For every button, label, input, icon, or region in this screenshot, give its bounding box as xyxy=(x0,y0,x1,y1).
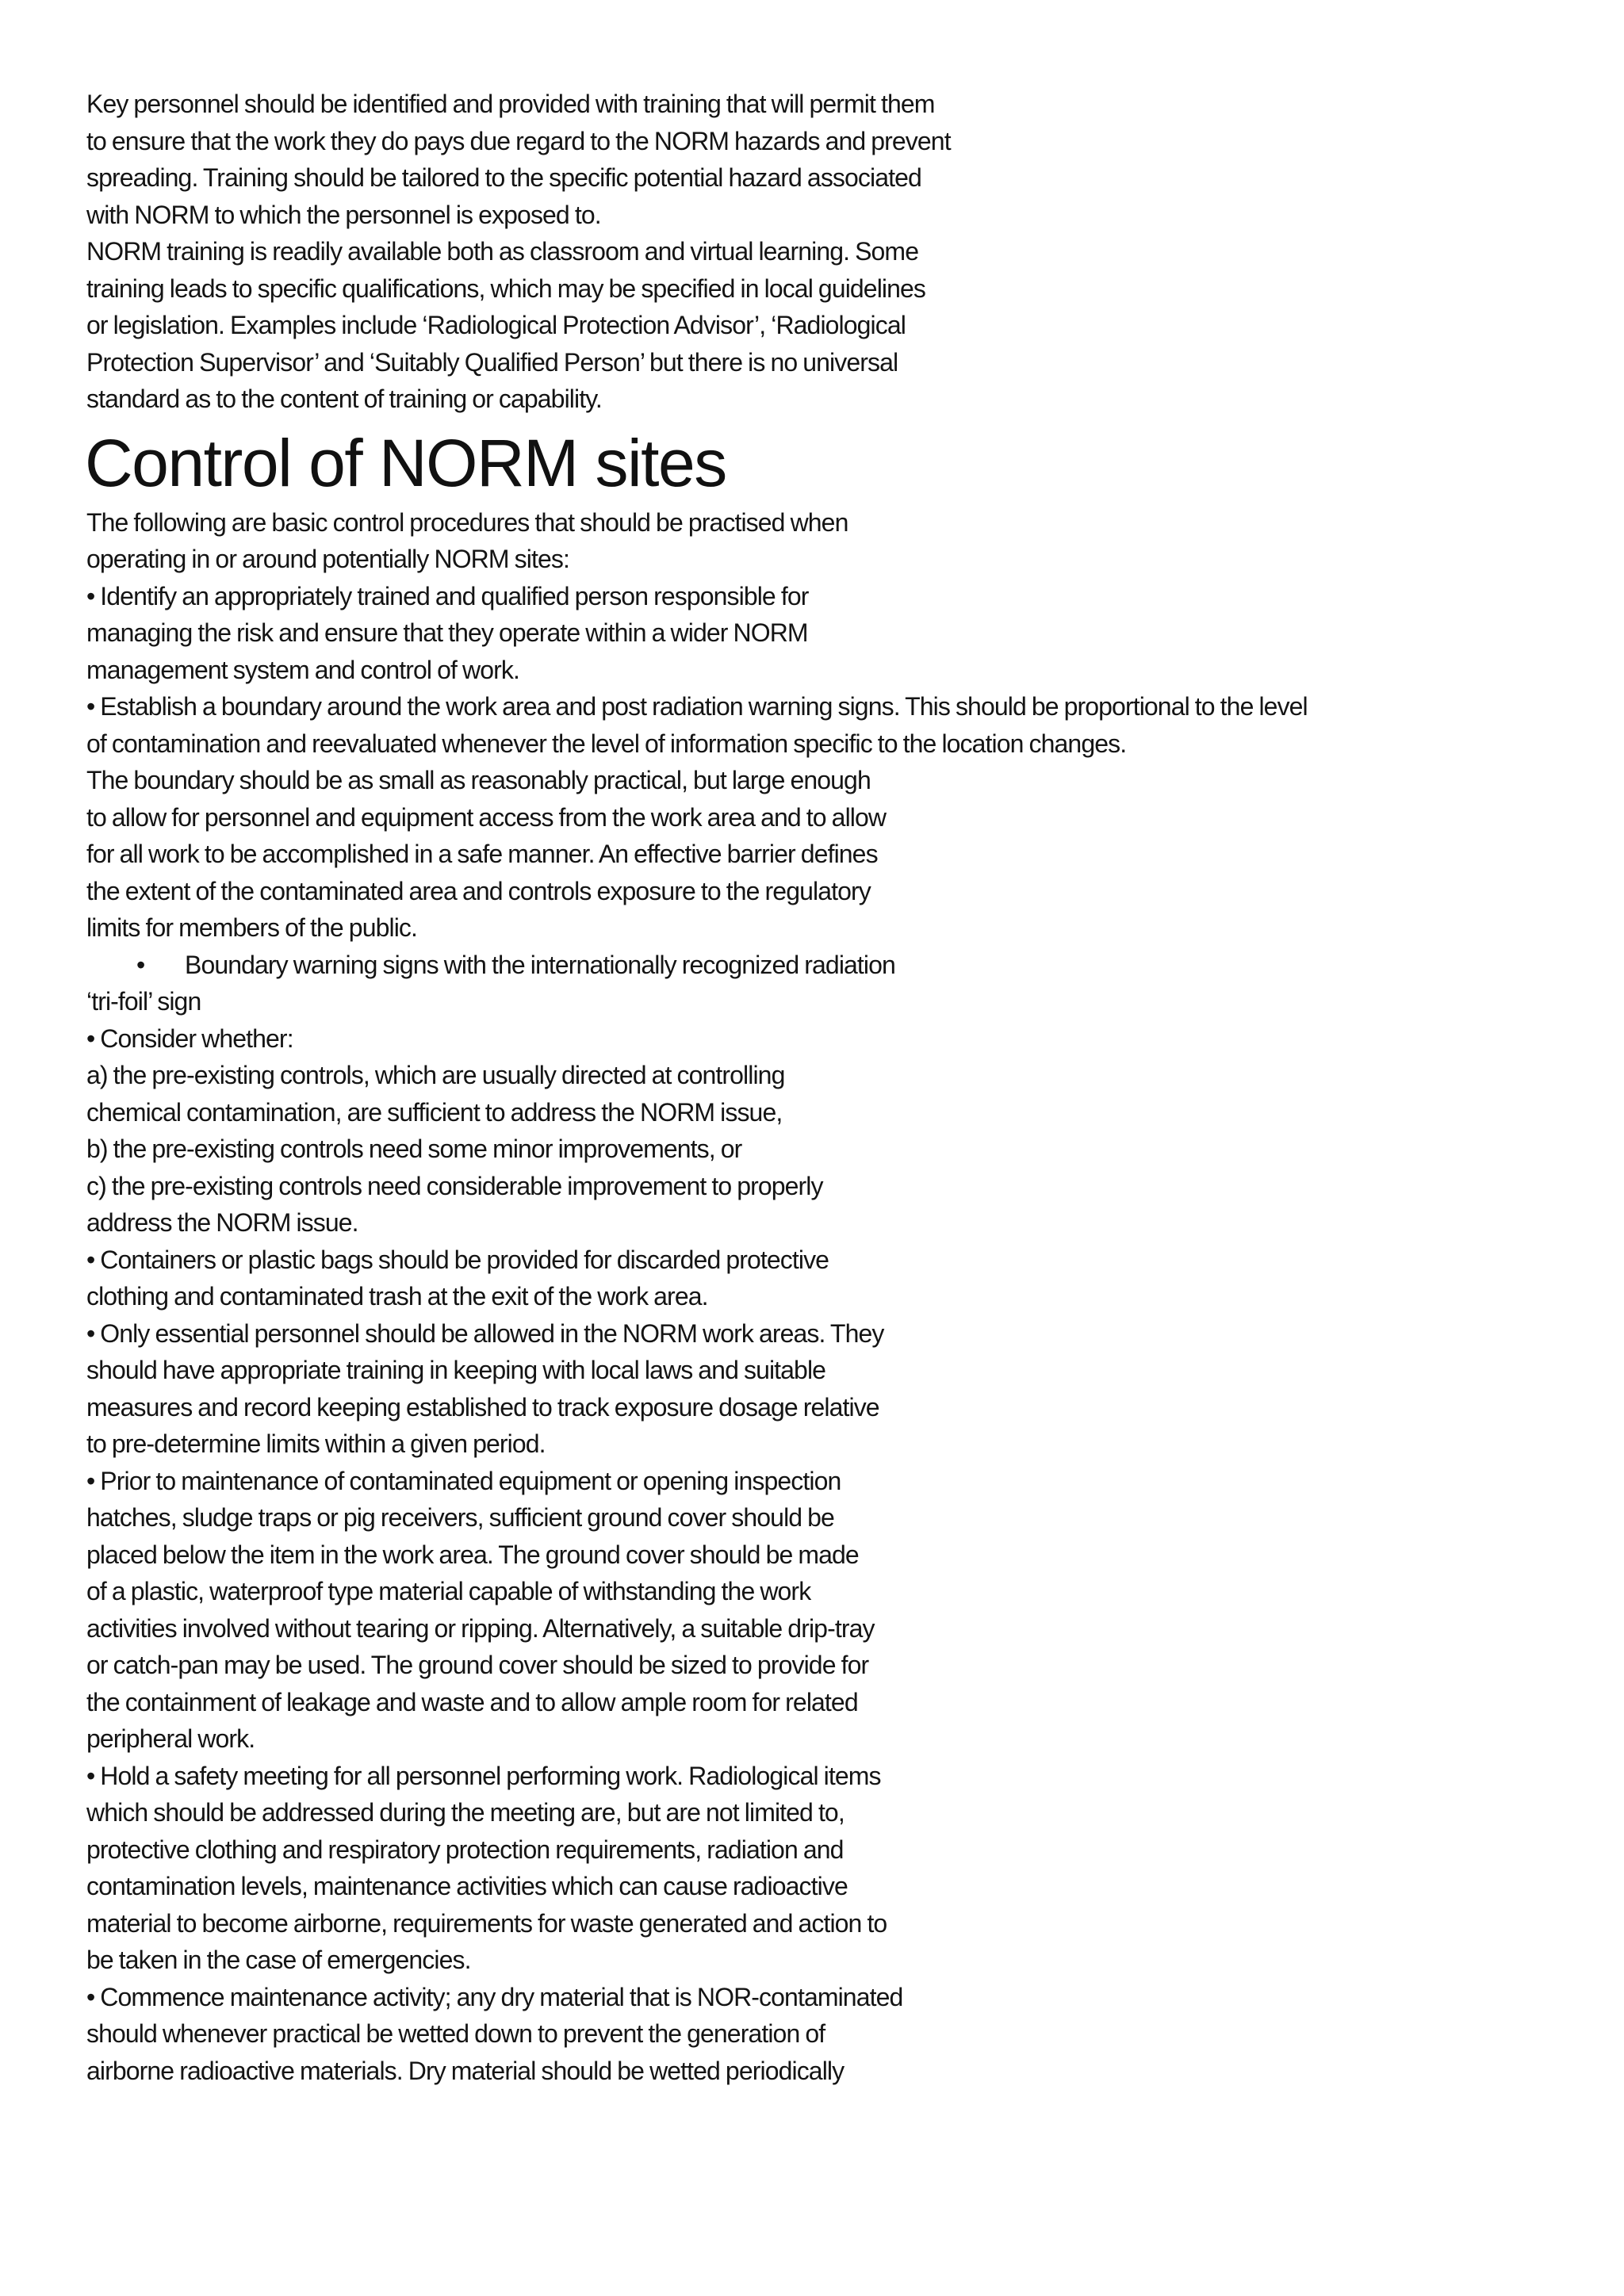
text-line: with NORM to which the personnel is exposed to. xyxy=(86,201,601,229)
text-line: hatches, sludge traps or pig receivers, sufficient ground cover should be xyxy=(86,1503,834,1532)
text-line: to pre-determine limits within a given period. xyxy=(86,1429,546,1458)
text-line: • Containers or plastic bags should be provided for discarded protective xyxy=(86,1246,829,1274)
text-line: the containment of leakage and waste and to allow ample room for related xyxy=(86,1688,858,1716)
text-line: NORM training is readily available both as classroom and virtual learning. Some xyxy=(86,237,919,266)
text-line: measures and record keeping established to track exposure dosage relative xyxy=(86,1393,879,1422)
text-line: • Consider whether: xyxy=(86,1024,293,1053)
text-line: • Establish a boundary around the work area and post radiation warning signs. This should be proportional to the level xyxy=(86,692,1308,721)
text-line: chemical contamination, are sufficient to address the NORM issue, xyxy=(86,1098,783,1127)
text-line: training leads to specific qualifications, which may be specified in local guidelines xyxy=(86,274,926,303)
text-line: b) the pre-existing controls need some minor improvements, or xyxy=(86,1135,742,1163)
text-line: contamination levels, maintenance activities which can cause radioactive xyxy=(86,1872,848,1900)
text-line: be taken in the case of emergencies. xyxy=(86,1946,471,1974)
text-line: or legislation. Examples include ‘Radiological Protection Advisor’, ‘Radiological xyxy=(86,311,906,339)
text-line: of contamination and reevaluated whenever the level of information specific to the location changes. xyxy=(86,729,1127,758)
text-line: airborne radioactive materials. Dry material should be wetted periodically xyxy=(86,2057,845,2085)
text-line: operating in or around potentially NORM sites: xyxy=(86,545,569,573)
text-line: material to become airborne, requirements for waste generated and action to xyxy=(86,1909,887,1938)
text-line: managing the risk and ensure that they operate within a wider NORM xyxy=(86,618,808,647)
text-line: ‘tri-foil’ sign xyxy=(86,987,201,1016)
text-line: peripheral work. xyxy=(86,1724,255,1753)
text-line: c) the pre-existing controls need considerable improvement to properly xyxy=(86,1172,823,1200)
text-line: The boundary should be as small as reasonably practical, but large enough xyxy=(86,766,871,794)
bullet-icon: • xyxy=(136,951,146,979)
text-line: Key personnel should be identified and provided with training that will permit them xyxy=(86,90,935,118)
text-line: • Commence maintenance activity; any dry material that is NOR-contaminated xyxy=(86,1983,903,2011)
text-line: spreading. Training should be tailored to the specific potential hazard associated xyxy=(86,163,921,192)
text-line: which should be addressed during the meeting are, but are not limited to, xyxy=(86,1798,845,1827)
text-line: should have appropriate training in keeping with local laws and suitable xyxy=(86,1356,826,1384)
text-line: to ensure that the work they do pays due regard to the NORM hazards and prevent xyxy=(86,127,951,155)
text-line: activities involved without tearing or ripping. Alternatively, a suitable drip-tray xyxy=(86,1614,875,1643)
text-line: protective clothing and respiratory protection requirements, radiation and xyxy=(86,1835,844,1864)
text-line: • Identify an appropriately trained and qualified person responsible for xyxy=(86,582,809,610)
text-line: Protection Supervisor’ and ‘Suitably Qualified Person’ but there is no universal xyxy=(86,348,898,377)
text-line: a) the pre-existing controls, which are usually directed at controlling xyxy=(86,1061,785,1089)
bullet-text: Boundary warning signs with the internationally recognized radiation xyxy=(185,951,895,979)
text-line: should whenever practical be wetted down to prevent the generation of xyxy=(86,2019,825,2048)
text-line: for all work to be accomplished in a safe manner. An effective barrier defines xyxy=(86,840,878,868)
text-line: address the NORM issue. xyxy=(86,1208,358,1237)
text-line: limits for members of the public. xyxy=(86,913,418,942)
text-line: The following are basic control procedures that should be practised when xyxy=(86,508,848,537)
text-line: standard as to the content of training or capability. xyxy=(86,385,602,413)
text-line: clothing and contaminated trash at the exit of the work area. xyxy=(86,1282,708,1311)
text-line: • Hold a safety meeting for all personnel performing work. Radiological items xyxy=(86,1762,881,1790)
text-line: to allow for personnel and equipment access from the work area and to allow xyxy=(86,803,887,832)
text-line: placed below the item in the work area. The ground cover should be made xyxy=(86,1540,859,1569)
text-line: • Prior to maintenance of contaminated equipment or opening inspection xyxy=(86,1467,841,1495)
text-line: the extent of the contaminated area and controls exposure to the regulatory xyxy=(86,877,871,905)
text-line: of a plastic, waterproof type material capable of withstanding the work xyxy=(86,1577,811,1605)
text-line: or catch-pan may be used. The ground cover should be sized to provide for xyxy=(86,1651,869,1679)
text-line: management system and control of work. xyxy=(86,656,519,684)
section-heading: Control of NORM sites xyxy=(85,426,726,500)
text-line: • Only essential personnel should be allowed in the NORM work areas. They xyxy=(86,1319,884,1348)
